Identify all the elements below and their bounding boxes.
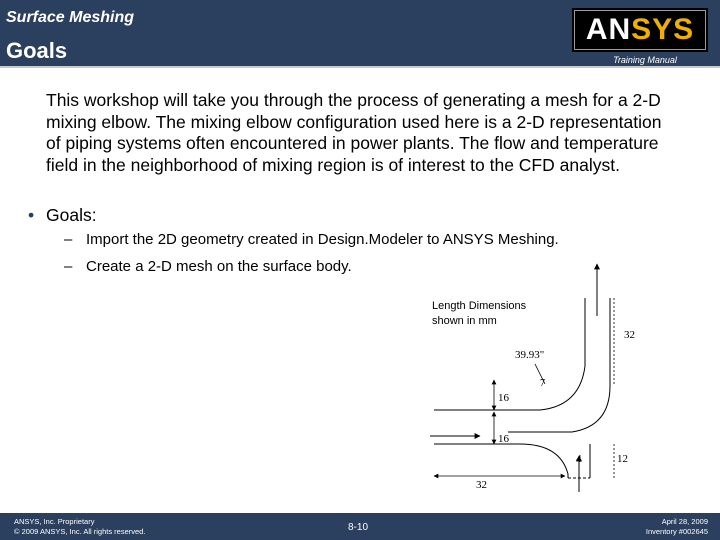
goal-text: Create a 2-D mesh on the surface body. [86, 258, 352, 275]
training-manual-label: Training Manual [613, 55, 677, 65]
dim-label-angle: 39.93" [515, 349, 545, 361]
footer-proprietary: ANSYS, Inc. Proprietary [14, 517, 95, 526]
dim-label-bottom: 32 [476, 479, 487, 491]
dimension-note-line2: shown in mm [432, 315, 497, 327]
footer-rights: © 2009 ANSYS, Inc. All rights reserved. [14, 527, 146, 536]
ansys-logo [572, 8, 708, 52]
bullet-icon: • [28, 205, 35, 225]
dim-label-small-mark: 7 [540, 378, 545, 389]
logo-text-sys: SYS [631, 13, 695, 46]
footer-bar [0, 513, 720, 540]
footer-date: April 28, 2009 [661, 517, 708, 526]
section-subtitle: Surface Meshing [6, 9, 135, 26]
goals-heading [28, 205, 97, 226]
intro-paragraph: This workshop will take you through the process of generating a mesh for a 2-D mixing elbow. The mixing elbow configuration used here is a 2-D representation of piping systems often encountered in power plants. The flow and temperature field in the neighborhood of mixing region is of interest to the CFD analyst. [46, 90, 662, 175]
dim-label-left-upper: 16 [498, 392, 509, 404]
goal-text: Import the 2D geometry created in Design.Modeler to ANSYS Meshing. [86, 231, 559, 248]
goal-item [64, 231, 559, 248]
dim-label-small-pipe: 4 [576, 453, 582, 465]
header-divider [0, 66, 720, 68]
footer-copyright [14, 517, 145, 537]
header-bar [0, 0, 720, 68]
dim-label-vertical-right: 32 [624, 329, 635, 341]
logo-text-an: AN [585, 13, 632, 46]
elbow-outer-wall [508, 298, 610, 432]
mixing-elbow-diagram [400, 256, 640, 496]
page-number: 8-10 [348, 522, 369, 533]
dash-icon: – [64, 231, 73, 248]
elbow-lower-wall [434, 444, 568, 478]
dim-label-left-lower: 16 [498, 433, 509, 445]
goals-label: Goals: [46, 205, 97, 225]
footer-inventory: Inventory #002645 [645, 527, 708, 536]
dimension-note-line1: Length Dimensions [432, 300, 527, 312]
goal-item [64, 258, 352, 275]
footer-meta [646, 517, 708, 537]
page-title: Goals [6, 38, 68, 63]
dash-icon: – [64, 258, 73, 275]
dim-label-small-right: 12 [617, 453, 628, 465]
